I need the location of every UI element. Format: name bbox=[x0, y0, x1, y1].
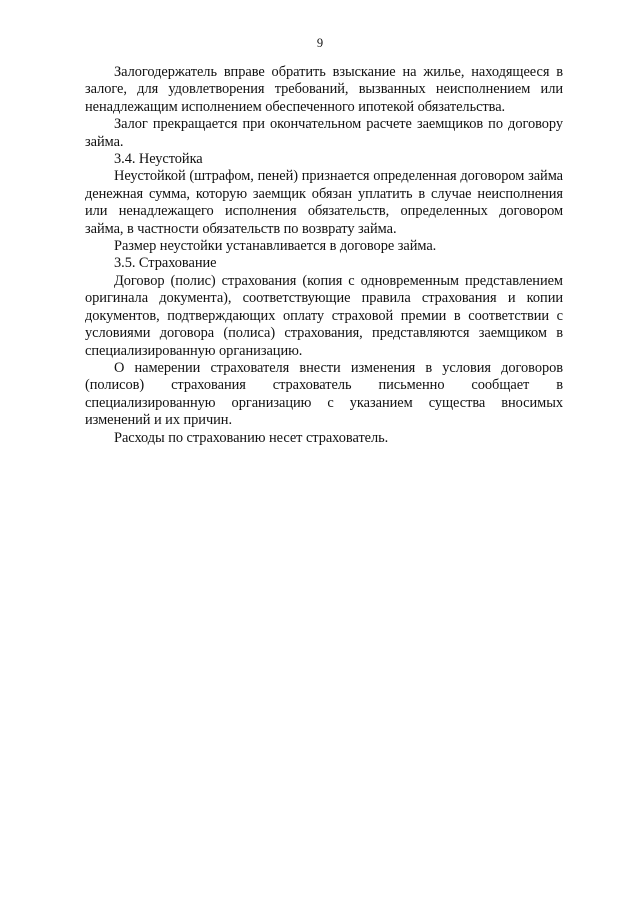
paragraph-penalty-amount: Размер неустойки устанавливается в договоре займа. bbox=[114, 238, 437, 255]
paragraph-insurance-documents: Договор (полис) страхования (копия с одновременным представлением оригинала документа), соответствующие правила страхования и копии документов, подтверждающих оплату страховой премии в соответствии с условиями договора (полиса) страхования, представляются заемщиком в специализированную организацию. bbox=[85, 272, 563, 359]
document-body bbox=[85, 64, 563, 447]
section-heading-insurance: 3.5. Страхование bbox=[114, 255, 217, 272]
paragraph-pledge-termination: Залог прекращается при окончательном расчете заемщиков по договору займа. bbox=[85, 116, 563, 150]
paragraph-penalty-definition: Неустойкой (штрафом, пеней) признается определенная договором займа денежная сумма, которую заемщик обязан уплатить в случае неисполнения или ненадлежащего исполнения обязательств, определенных договором займа, в частности обязательств по возврату займа. bbox=[85, 168, 563, 237]
page-number: 9 bbox=[316, 36, 324, 50]
paragraph-insurance-costs: Расходы по страхованию несет страхователь. bbox=[114, 429, 389, 446]
section-heading-penalty: 3.4. Неустойка bbox=[114, 151, 203, 168]
paragraph-insurance-changes: О намерении страхователя внести изменения в условия договоров (полисов) страхования страхователь письменно сообщает в специализированную организацию с указанием существа вносимых изменений и их причин. bbox=[85, 359, 563, 429]
paragraph-pledge-foreclosure: Залогодержатель вправе обратить взыскание на жилье, находящееся в залоге, для удовлетворения требований, вызванных неисполнением или ненадлежащим исполнением обеспеченного ипотекой обязательства. bbox=[85, 64, 563, 115]
